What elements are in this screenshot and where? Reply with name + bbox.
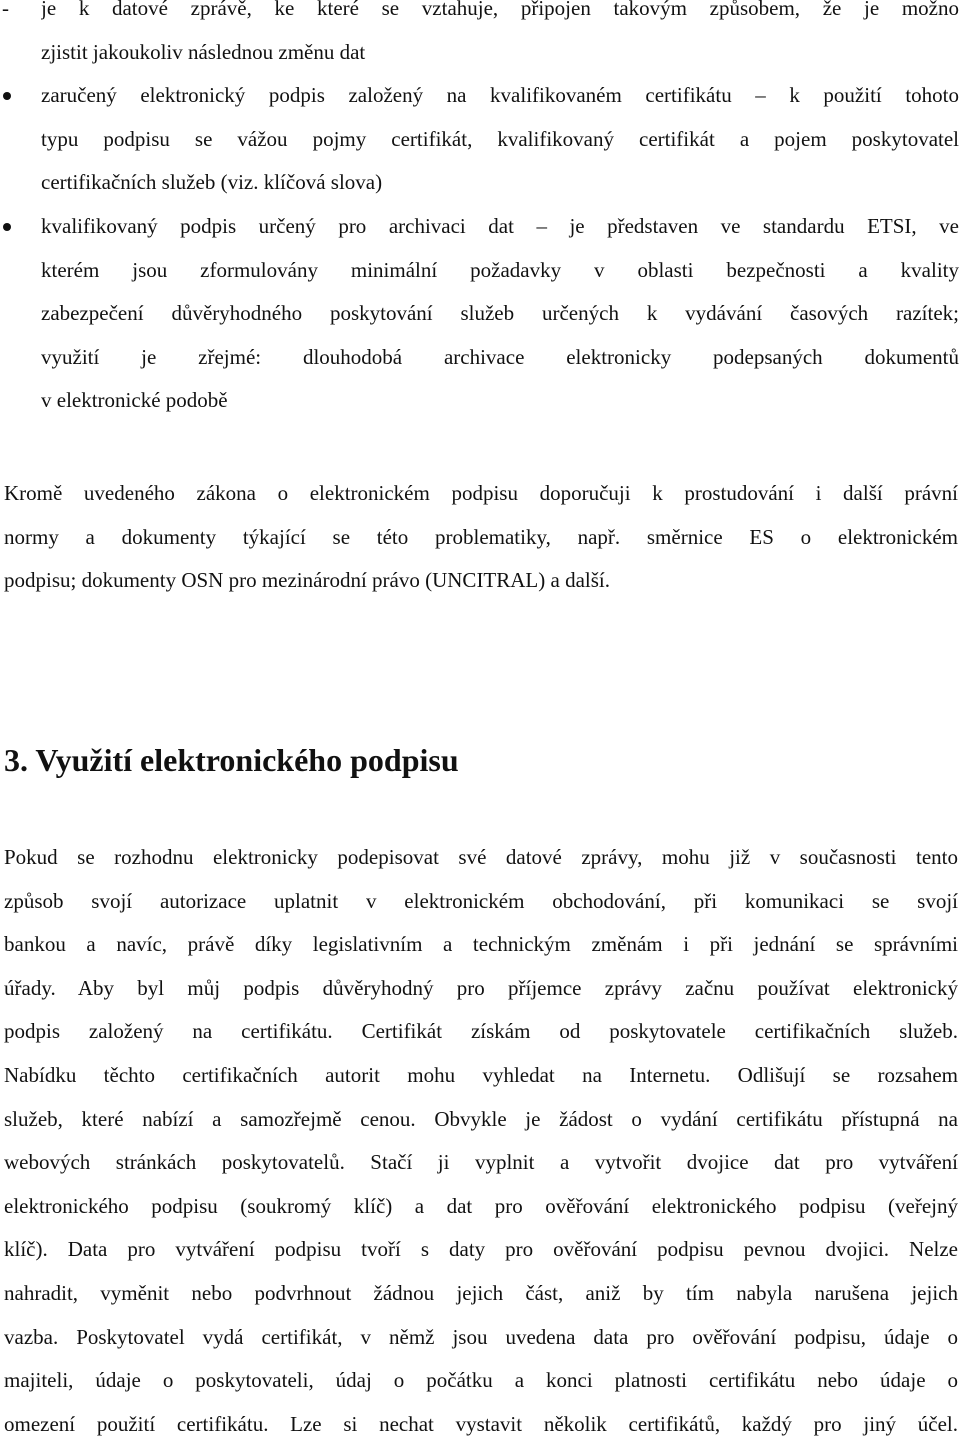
text-line: zaručený elektronický podpis založený na kvalifikovaném certifikátu – k použití tohoto [41,83,959,108]
bullet-icon [3,223,11,231]
text-line: služeb, které nabízí a samozřejmě cenou. Obvykle je žádost o vydání certifikátu přístupná na [4,1106,958,1131]
text-line: využití je zřejmé: dlouhodobá archivace elektronicky podepsaných dokumentů [41,344,959,369]
text-line: nahradit, vyměnit nebo podvrhnout žádnou jejich část, aniž by tím nabyla narušena jejich [4,1280,958,1305]
text-line: klíč). Data pro vytváření podpisu tvoří s daty pro ověřování podpisu pevnou dvojici. Nelze [4,1237,958,1262]
list-item-text [41,0,959,74]
text-line: elektronického podpisu (soukromý klíč) a dat pro ověřování elektronického podpisu (veřejný [4,1193,958,1218]
text-line: zabezpečení důvěryhodného poskytování služeb určených k vydávání časových razítek; [41,301,959,326]
text-line: úřady. Aby byl můj podpis důvěryhodný pro příjemce zprávy začnu používat elektronický [4,975,958,1000]
text-line: webových stránkách poskytovatelů. Stačí ji vyplnit a vytvořit dvojice dat pro vytváření [4,1150,958,1175]
text-line: vazba. Poskytovatel vydá certifikát, v němž jsou uvedena data pro ověřování podpisu, údaje o [4,1324,958,1349]
text-line: kterém jsou zformulovány minimální požadavky v oblasti bezpečnosti a kvality [41,257,959,282]
text-line: způsob svojí autorizace uplatnit v elektronickém obchodování, při komunikaci se svojí [4,888,958,913]
text-line: certifikačních služeb (viz. klíčová slova) [41,170,383,195]
list-item [0,205,960,423]
text-line: Pokud se rozhodnu elektronicky podepisovat své datové zprávy, mohu již v současnosti tento [4,845,958,869]
paragraph-other-norms [4,472,958,603]
text-line: v elektronické podobě [41,388,228,413]
text-line: majiteli, údaje o poskytovateli, údaj o počátku a konci platnosti certifikátu nebo údaje o [4,1368,958,1393]
text-line: typu podpisu se vážou pojmy certifikát, kvalifikovaný certifikát a pojem poskytovatel [41,126,959,151]
text-line: bankou a navíc, právě díky legislativním a technickým změnám i při jednání se správními [4,932,958,957]
section-heading: 3. Využití elektronického podpisu [4,742,459,778]
text-line: omezení použití certifikátu. Lze si nechat vystavit několik certifikátů, každý pro jiný účel. [4,1411,958,1436]
text-line: podpis založený na certifikátu. Certifikát získám od poskytovatele certifikačních služeb. [4,1019,958,1044]
bullet-icon [3,92,11,100]
text-line: kvalifikovaný podpis určený pro archivaci dat – je představen ve standardu ETSI, ve [41,213,959,238]
text-line: normy a dokumenty týkající se této problematiky, např. směrnice ES o elektronickém [4,524,958,549]
list-item [0,74,960,205]
text-line: je k datové zprávě, ke které se vztahuje, připojen takovým způsobem, že je možno [41,0,959,20]
text-line: podpisu; dokumenty OSN pro mezinárodní právo (UNCITRAL) a další. [4,568,610,593]
text-line: zjistit jakoukoliv následnou změnu dat [41,39,366,64]
list-item [0,0,960,74]
requirements-list [0,0,960,423]
dash-marker: - [2,0,9,20]
paragraph-usage [4,836,958,1446]
text-line: Nabídku těchto certifikačních autorit mohu vyhledat na Internetu. Odlišují se rozsahem [4,1062,958,1087]
list-item-text [41,205,959,423]
text-line: Kromě uvedeného zákona o elektronickém podpisu doporučuji k prostudování i další právní [4,481,958,505]
list-item-text [41,74,959,205]
